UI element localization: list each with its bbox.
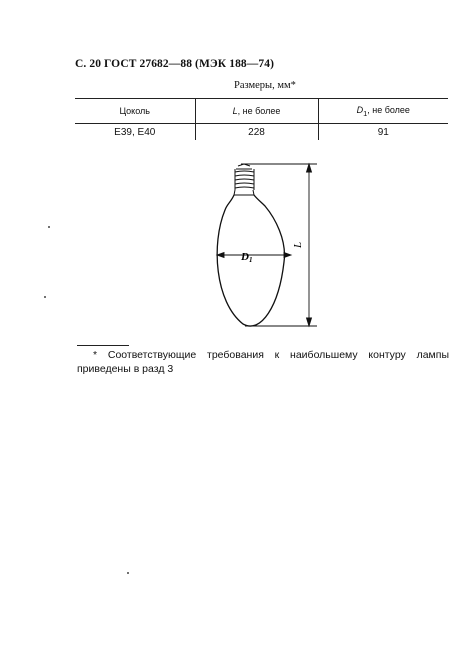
diameter-qualifier: , не более <box>367 104 410 115</box>
length-dimension-arrow <box>241 164 317 326</box>
cell-diameter: 91 <box>318 124 448 141</box>
table-header-row <box>75 99 448 124</box>
dimensions-table <box>75 98 448 140</box>
table-row <box>75 124 448 141</box>
column-header-length <box>195 99 318 124</box>
diameter-dimension-arrow <box>217 253 291 258</box>
diameter-symbol: D <box>356 104 364 115</box>
length-symbol: L <box>232 106 238 116</box>
table-caption: Размеры, мм* <box>234 80 296 91</box>
figure-diameter-symbol: D <box>241 251 249 263</box>
column-header-base: Цоколь <box>75 99 195 124</box>
scan-speck <box>48 226 50 228</box>
diameter-subscript: 1 <box>363 108 368 118</box>
cell-length: 228 <box>195 124 318 141</box>
column-header-diameter <box>318 99 448 124</box>
length-qualifier: , не более <box>237 106 281 116</box>
lamp-screw-base <box>234 164 254 195</box>
lamp-drawing <box>205 158 330 338</box>
cell-base: E39, E40 <box>114 126 156 138</box>
diameter-symbol-label <box>240 251 252 264</box>
scan-speck <box>44 296 46 298</box>
footnote-separator <box>77 345 129 346</box>
footnote-text: * Соответствующие требования к наибольшему контуру лампы приведены в разд 3 <box>77 349 449 375</box>
length-label: L <box>292 241 304 248</box>
figure-diameter-subscript: 1 <box>248 256 253 264</box>
scan-speck <box>127 572 129 574</box>
page-header: С. 20 ГОСТ 27682—88 (МЭК 188—74) <box>75 58 274 70</box>
